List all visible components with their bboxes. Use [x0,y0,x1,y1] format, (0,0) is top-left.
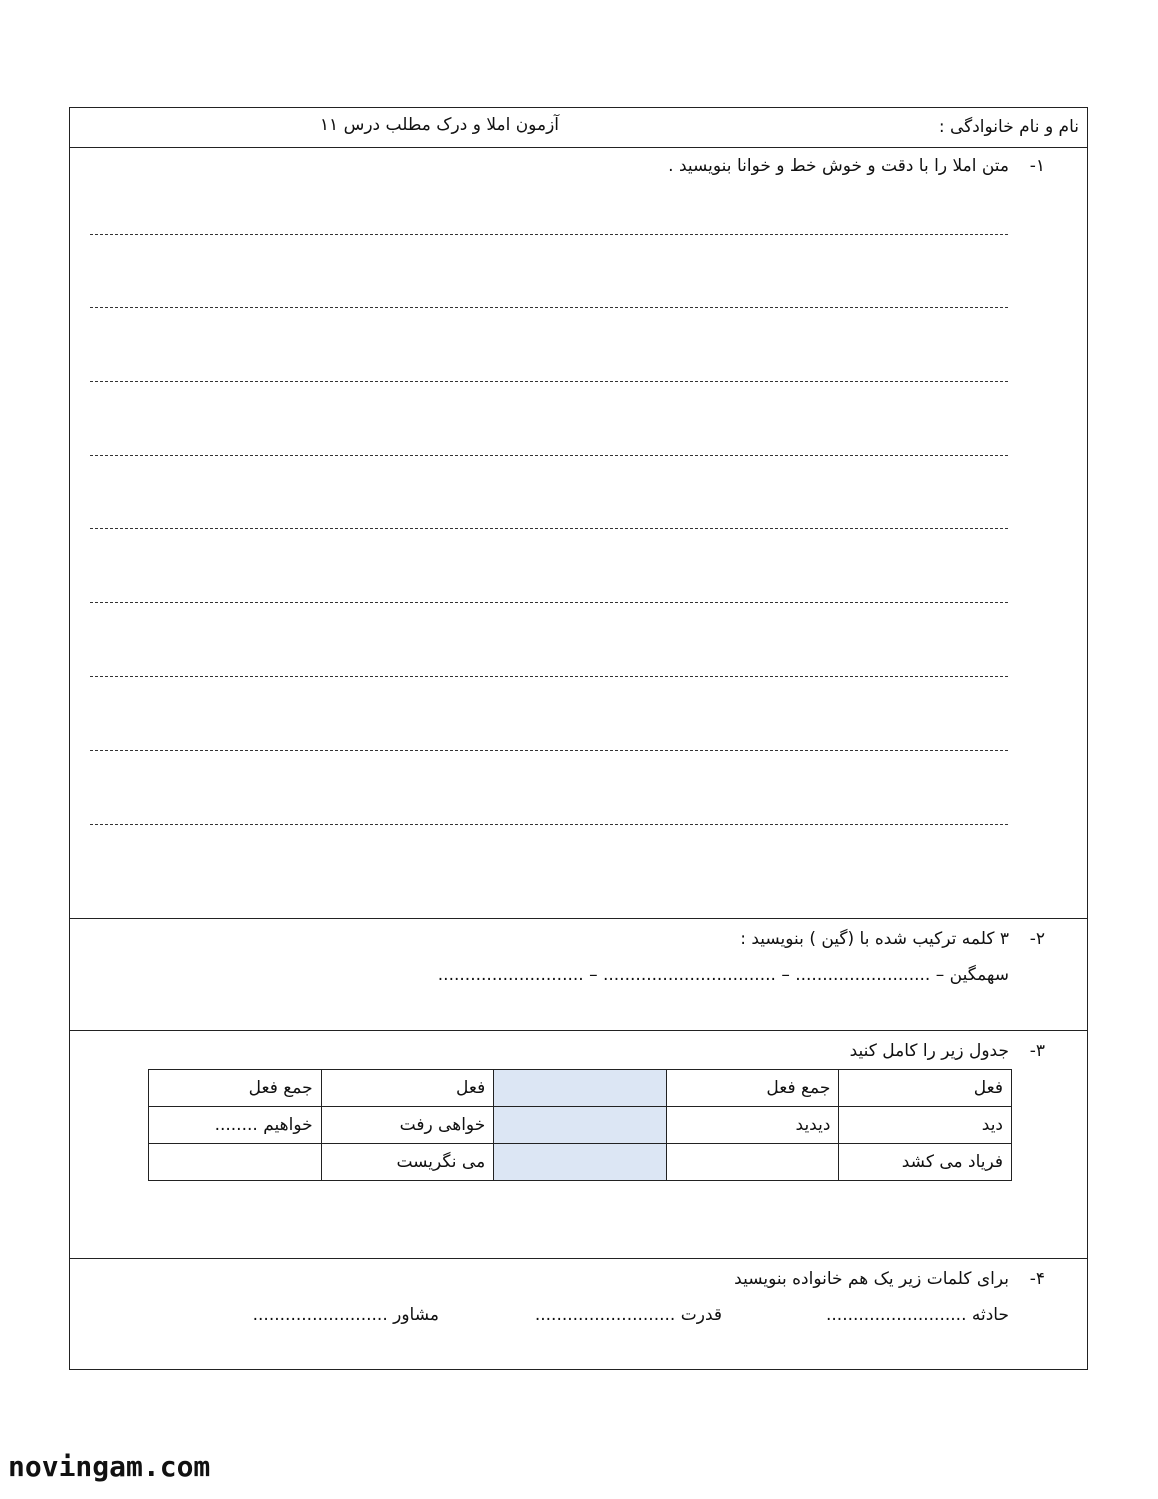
table-cell: خواهی رفت [321,1107,494,1144]
question-2-answer-line[interactable]: سهمگین – ......................... – ................................ – ........................... [437,965,1009,985]
exam-sheet [69,107,1088,1370]
table-cell: جمع فعل [149,1070,322,1107]
family-word-item[interactable]: مشاور ......................... [252,1305,439,1325]
question-1 [70,148,1087,919]
writing-line[interactable] [90,381,1008,382]
shaded-cell [494,1107,667,1144]
family-word-item[interactable]: حادثه .......................... [825,1305,1009,1325]
site-watermark: novingam.com [8,1450,211,1483]
table-row [149,1070,1012,1107]
table-cell: دیدید [666,1107,839,1144]
writing-line[interactable] [90,750,1008,751]
table-cell: فعل [839,1070,1012,1107]
question-4 [70,1259,1087,1370]
question-3 [70,1031,1087,1259]
table-row [149,1107,1012,1144]
shaded-cell [494,1070,667,1107]
table-cell[interactable]: خواهیم ........ [149,1107,322,1144]
table-cell: دید [839,1107,1012,1144]
question-1-text: متن املا را با دقت و خوش خط و خوانا بنویسید . [668,156,1009,176]
verb-table [148,1069,1012,1181]
table-cell: فریاد می کشد [839,1144,1012,1181]
question-4-text: برای کلمات زیر یک هم خانواده بنویسید [734,1269,1009,1289]
family-word-item[interactable]: قدرت .......................... [534,1305,722,1325]
exam-title: آزمون املا و درک مطلب درس ۱۱ [319,115,559,135]
question-2-text: ۳ کلمه ترکیب شده با (گین ) بنویسید : [740,929,1009,949]
writing-line[interactable] [90,234,1008,235]
answer-cell[interactable] [149,1144,322,1181]
writing-line[interactable] [90,528,1008,529]
writing-line[interactable] [90,824,1008,825]
question-2-number: ۲- [1029,929,1045,949]
shaded-cell [494,1144,667,1181]
writing-line[interactable] [90,455,1008,456]
question-3-number: ۳- [1029,1041,1045,1061]
table-cell: جمع فعل [666,1070,839,1107]
table-cell: فعل [321,1070,494,1107]
question-4-number: ۴- [1029,1269,1045,1289]
answer-cell[interactable] [666,1144,839,1181]
header-row [70,108,1087,148]
name-label: نام و نام خانوادگی : [938,117,1079,137]
table-cell: می نگریست [321,1144,494,1181]
writing-line[interactable] [90,307,1008,308]
writing-line[interactable] [90,602,1008,603]
writing-line[interactable] [90,676,1008,677]
question-3-text: جدول زیر را کامل کنید [849,1041,1009,1061]
question-2 [70,919,1087,1031]
question-1-number: ۱- [1029,156,1045,176]
table-row [149,1144,1012,1181]
